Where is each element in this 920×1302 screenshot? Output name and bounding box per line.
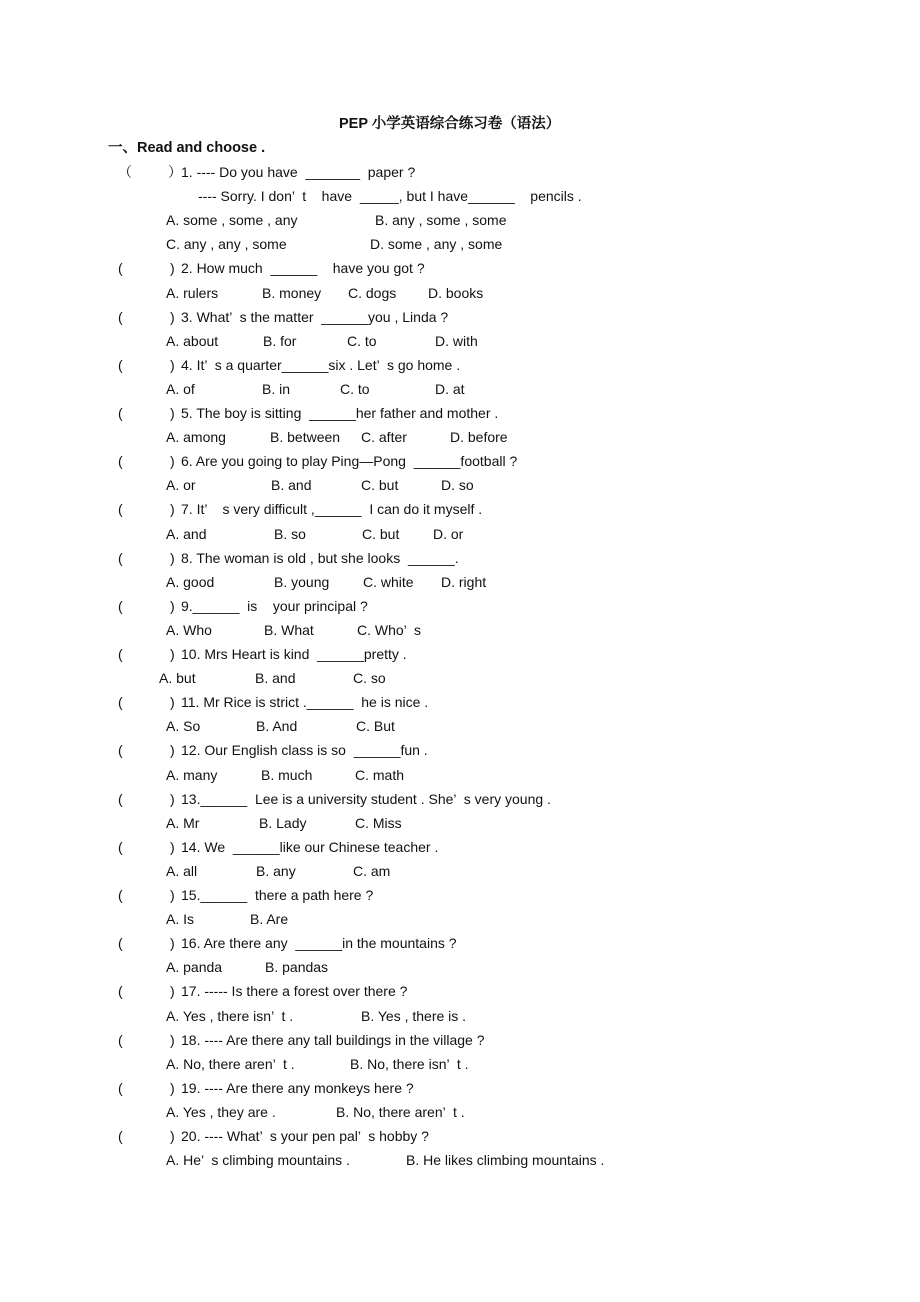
answer-option: C. so	[353, 670, 386, 687]
answer-paren-open: (	[118, 405, 123, 421]
answer-option: D. books	[428, 284, 484, 301]
answer-option: A. among	[166, 429, 226, 446]
question-stem: 12. Our English class is so ______fun .	[181, 742, 428, 759]
answer-paren-close: )	[170, 742, 175, 759]
answer-option: A. some , some , any	[166, 212, 298, 229]
answer-paren-open: (	[118, 308, 123, 325]
answer-paren-open: (	[118, 453, 123, 470]
question-stem: 10. Mrs Heart is kind ______pretty .	[181, 646, 407, 662]
question-stem: 1. ---- Do you have _______ paper ?	[181, 164, 416, 180]
answer-option: C. but	[362, 525, 400, 542]
answer-paren-close: )	[170, 1031, 175, 1048]
question-stem: 7. It’ s very difficult ,______ I can do it myself .	[181, 501, 483, 518]
answer-paren-open: (	[118, 646, 123, 662]
answer-paren-close: )	[170, 501, 175, 518]
answer-option: C. Who’ s	[357, 621, 422, 638]
answer-option: A. about	[166, 332, 219, 349]
question-stem: 5. The boy is sitting ______her father and mother .	[181, 405, 499, 421]
answer-option: A. and	[166, 525, 207, 542]
question-stem: 3. What’ s the matter ______you , Linda ?	[181, 308, 449, 325]
answer-paren-close: )	[170, 887, 175, 903]
answer-paren-close: )	[170, 1079, 175, 1096]
answer-paren-close: )	[170, 597, 175, 614]
answer-option: A. good	[166, 573, 215, 590]
answer-paren-close: )	[170, 790, 175, 807]
question-stem: 20. ---- What’ s your pen pal’ s hobby ?	[181, 1128, 429, 1144]
question-stem: 14. We ______like our Chinese teacher .	[181, 838, 439, 855]
question-stem-continued: ---- Sorry. I don’ t have _____, but I have______ pencils .	[198, 188, 582, 205]
question-stem: 18. ---- Are there any tall buildings in the village ?	[181, 1031, 485, 1048]
question-stem: 6. Are you going to play Ping—Pong ______football ?	[181, 453, 518, 470]
section-number: 一、	[108, 140, 137, 156]
answer-option: A. So	[166, 718, 201, 735]
answer-option: B. No, there isn’ t .	[350, 1055, 469, 1072]
answer-option: B. for	[263, 332, 297, 349]
answer-option: B. What	[264, 621, 314, 638]
answer-option: A. all	[166, 862, 198, 879]
answer-paren-close: )	[170, 549, 175, 566]
answer-paren-close: )	[170, 405, 175, 421]
answer-paren-open: (	[118, 887, 123, 903]
answer-paren-close: )	[170, 453, 175, 470]
answer-paren-open: (	[118, 597, 123, 614]
answer-paren-open: (	[118, 549, 123, 566]
answer-option: B. money	[262, 284, 322, 301]
answer-option: D. before	[450, 429, 508, 446]
question-stem: 13.______ Lee is a university student . She’ s very young .	[181, 790, 551, 807]
question-stem: 2. How much ______ have you got ?	[181, 260, 425, 277]
answer-option: C. am	[353, 862, 391, 879]
answer-option: A. panda	[166, 959, 223, 976]
answer-paren-open: (	[118, 1128, 123, 1144]
answer-option: C. dogs	[348, 284, 397, 301]
question-stem: 9.______ is your principal ?	[181, 597, 368, 614]
answer-option: A. of	[166, 380, 195, 397]
answer-option: A. many	[166, 766, 218, 783]
answer-option: B. and	[271, 477, 312, 494]
answer-option: B. and	[255, 670, 296, 687]
answer-option: A. Mr	[166, 814, 200, 831]
answer-option: B. And	[256, 718, 298, 735]
answer-option: B. He likes climbing mountains .	[406, 1152, 605, 1169]
answer-paren-open: (	[118, 790, 123, 807]
answer-option: A. Yes , they are .	[166, 1103, 276, 1120]
answer-option: A. He’ s climbing mountains .	[166, 1152, 350, 1169]
answer-option: B. Lady	[259, 814, 307, 831]
answer-option: B. so	[274, 525, 306, 542]
answer-option: D. right	[441, 573, 487, 590]
answer-option: A. Who	[166, 621, 212, 638]
answer-paren-close: )	[170, 1128, 175, 1144]
answer-option: D. at	[435, 380, 465, 397]
answer-option: D. with	[435, 332, 478, 349]
answer-option: C. math	[355, 766, 405, 783]
answer-option: C. to	[347, 332, 377, 349]
answer-option: D. or	[433, 525, 464, 542]
answer-option: A. No, there aren’ t .	[166, 1055, 295, 1072]
answer-option: C. Miss	[355, 814, 402, 831]
answer-paren-close: )	[170, 983, 175, 1000]
answer-paren-open: (	[118, 356, 123, 373]
section-title: Read and choose .	[137, 140, 266, 156]
answer-paren-close: )	[170, 308, 175, 325]
answer-paren-open: (	[118, 742, 123, 759]
answer-paren-close: )	[170, 646, 175, 662]
answer-paren-open: (	[118, 260, 123, 277]
answer-option: C. any , any , some	[166, 236, 287, 253]
answer-paren-open: (	[118, 694, 123, 711]
answer-option: C. after	[361, 429, 407, 446]
question-stem: 16. Are there any ______in the mountains ?	[181, 935, 457, 952]
answer-paren-open: (	[118, 983, 123, 1000]
answer-option: A. but	[159, 670, 196, 687]
answer-paren-close: )	[170, 260, 175, 277]
answer-option: B. between	[270, 429, 341, 446]
answer-option: C. white	[363, 573, 414, 590]
answer-paren-open: (	[118, 935, 123, 952]
answer-option: D. some , any , some	[370, 236, 503, 253]
answer-option: A. or	[166, 477, 196, 494]
answer-paren-close: ）	[168, 164, 182, 180]
answer-paren-close: )	[170, 356, 175, 373]
answer-paren-close: )	[170, 838, 175, 855]
answer-option: A. Yes , there isn’ t .	[166, 1007, 294, 1024]
answer-option: B. No, there aren’ t .	[336, 1103, 465, 1120]
answer-paren-close: )	[170, 694, 175, 711]
section-heading	[108, 139, 265, 157]
page-title: PEP 小学英语综合练习卷（语法）	[339, 116, 561, 132]
answer-option: B. any	[256, 862, 296, 879]
question-stem: 19. ---- Are there any monkeys here ?	[181, 1079, 414, 1096]
answer-paren-open: (	[118, 501, 123, 518]
question-stem: 4. It’ s a quarter______six . Let’ s go home .	[181, 356, 461, 373]
answer-option: B. Yes , there is .	[361, 1007, 467, 1024]
answer-paren-close: )	[170, 935, 175, 952]
question-stem: 17. ----- Is there a forest over there ?	[181, 983, 408, 1000]
question-stem: 11. Mr Rice is strict .______ he is nice .	[181, 694, 429, 711]
answer-option: D. so	[441, 477, 474, 494]
answer-option: B. pandas	[265, 959, 329, 976]
answer-option: C. to	[340, 380, 370, 397]
answer-option: C. but	[361, 477, 399, 494]
answer-paren-open: (	[118, 838, 123, 855]
answer-paren-open: (	[118, 1079, 123, 1096]
answer-option: B. young	[274, 573, 330, 590]
question-stem: 8. The woman is old , but she looks ______.	[181, 549, 459, 566]
answer-option: B. Are	[250, 911, 289, 928]
answer-option: A. Is	[166, 911, 195, 928]
answer-paren-open: （	[118, 164, 132, 180]
answer-option: A. rulers	[166, 284, 219, 301]
answer-option: B. much	[261, 766, 313, 783]
answer-option: B. any , some , some	[375, 212, 507, 229]
answer-option: B. in	[262, 380, 291, 397]
answer-option: C. But	[356, 718, 395, 735]
answer-paren-open: (	[118, 1031, 123, 1048]
question-stem: 15.______ there a path here ?	[181, 887, 374, 903]
